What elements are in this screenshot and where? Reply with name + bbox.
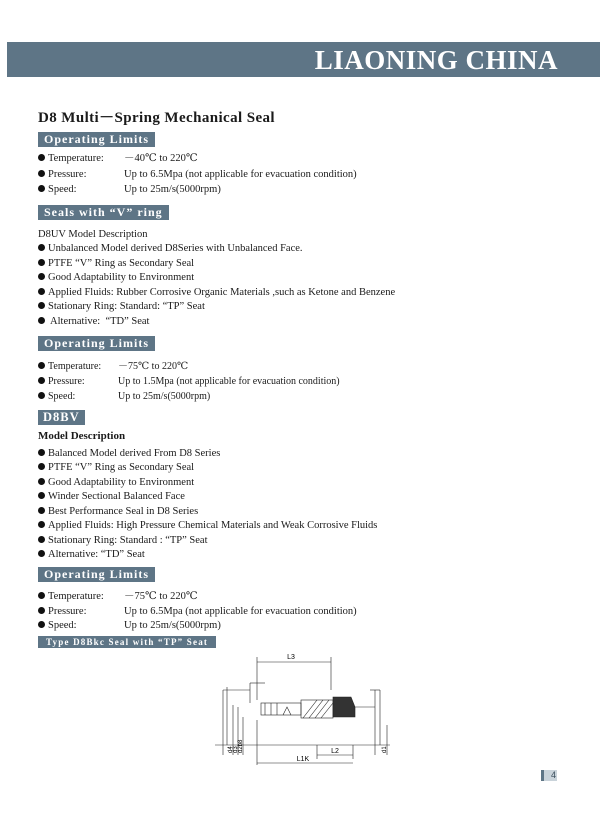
bullet-icon [38, 536, 45, 543]
header-banner [7, 42, 600, 77]
list-item [38, 505, 198, 518]
list-item-text: Stationary Ring: Standard : “TP” Seat [48, 535, 208, 546]
bullet-icon [38, 244, 45, 251]
limit-value: Up to 1.5Mpa (not applicable for evacuation condition) [118, 376, 340, 387]
list-item-text: Good Adaptability to Environment [48, 272, 195, 283]
list-item [38, 286, 395, 299]
limit-value: Up to 6.5Mpa (not applicable for evacuation condition) [124, 606, 357, 617]
list-item-text: Applied Fluids: High Pressure Chemical Materials and Weak Corrosive Fluids [48, 520, 378, 531]
list-item-text: Applied Fluids: Rubber Corrosive Organic Materials ,such as Ketone and Benzene [48, 287, 396, 298]
limit-label: Speed: [48, 620, 77, 631]
list-item [38, 257, 194, 270]
d2b8-label: d2b8 [238, 739, 244, 753]
list-item-text: Best Performance Seal in D8 Series [48, 506, 199, 517]
list-item-text: Alternative: “TD” Seat [48, 316, 150, 327]
list-item-text: PTFE “V” Ring as Secondary Seal [48, 462, 195, 473]
bullet-icon [38, 621, 45, 628]
bullet-icon [38, 607, 45, 614]
limit-label: Pressure: [48, 376, 85, 387]
l1k-label: L1K [296, 756, 310, 763]
model-description-heading: Model Description [38, 430, 126, 442]
list-item [38, 300, 205, 313]
operating-limits-tag-3: Operating Limits [38, 567, 155, 582]
list-item [38, 447, 220, 460]
limit-label: Speed: [48, 391, 76, 402]
limit-value: Up to 25m/s(5000rpm) [124, 184, 221, 195]
limit-row [38, 390, 210, 403]
bullet-icon [38, 377, 45, 384]
limit-value: Up to 25m/s(5000rpm) [118, 391, 211, 402]
bullet-icon [38, 592, 45, 599]
list-item [38, 490, 185, 503]
bullet-icon [38, 273, 45, 280]
list-item [38, 534, 208, 547]
bullet-icon [38, 507, 45, 514]
limit-row [38, 590, 198, 603]
list-item-text: Unbalanced Model derived D8Series with Unbalanced Face. [48, 243, 303, 254]
bullet-icon [38, 449, 45, 456]
list-item-text: Stationary Ring: Standard: “TP” Seat [48, 301, 205, 312]
bullet-icon [38, 185, 45, 192]
bullet-icon [38, 170, 45, 177]
bullet-icon [38, 550, 45, 557]
page-title: D8 Multi－Spring Mechanical Seal [38, 110, 275, 126]
limit-label: Temperature: [48, 153, 104, 164]
limit-row [38, 168, 357, 181]
diagram-type-tag: Type D8Bkc Seal with “TP” Seat [38, 636, 216, 648]
banner-title: LIAONING CHINA [314, 45, 558, 75]
limit-value: －40℃ to 220℃ [124, 153, 198, 164]
d3-label: d3 [233, 746, 239, 753]
l2-label: L2 [331, 748, 339, 755]
limit-value: Up to 6.5Mpa (not applicable for evacuation condition) [124, 169, 357, 180]
seals-v-ring-tag: Seals with “V” ring [38, 205, 169, 220]
list-item-text: Good Adaptability to Environment [48, 477, 195, 488]
bullet-icon [38, 317, 45, 324]
limit-label: Temperature: [48, 591, 104, 602]
operating-limits-tag-2: Operating Limits [38, 336, 155, 351]
bullet-icon [38, 259, 45, 266]
list-item-text: Balanced Model derived From D8 Series [48, 448, 221, 459]
list-item [38, 519, 377, 532]
list-item [38, 476, 194, 489]
bullet-icon [38, 154, 45, 161]
limit-row [38, 152, 198, 165]
list-item-text: Winder Sectional Balanced Face [48, 491, 185, 502]
limit-label: Temperature: [48, 361, 102, 372]
bullet-icon [38, 521, 45, 528]
list-item [38, 242, 303, 255]
list-item [38, 548, 145, 561]
limit-row [38, 360, 188, 373]
bullet-icon [38, 288, 45, 295]
bullet-icon [38, 463, 45, 470]
list-item [38, 315, 149, 328]
bullet-icon [38, 492, 45, 499]
limit-label: Pressure: [48, 606, 87, 617]
page-number: 4 [541, 770, 557, 781]
d1-label: d1 [382, 746, 388, 753]
list-item [38, 271, 194, 284]
d4-label: d4 [228, 746, 234, 753]
l3-label: L3 [287, 654, 295, 661]
list-item-text: Alternative: “TD” Seat [48, 549, 145, 560]
limit-label: Pressure: [48, 169, 87, 180]
limit-row [38, 619, 221, 632]
list-item-text: PTFE “V” Ring as Secondary Seal [48, 258, 195, 269]
limit-row [38, 605, 357, 618]
seal-cross-section-drawing [205, 645, 405, 765]
limit-row [38, 375, 340, 388]
limit-value: －75℃ to 220℃ [124, 591, 198, 602]
model-description: D8UV Model Description [38, 229, 148, 240]
list-item [38, 461, 194, 474]
limit-label: Speed: [48, 184, 77, 195]
bullet-icon [38, 392, 45, 399]
limit-row [38, 183, 221, 196]
operating-limits-tag-1: Operating Limits [38, 132, 155, 147]
bullet-icon [38, 362, 45, 369]
limit-value: Up to 25m/s(5000rpm) [124, 620, 221, 631]
limit-value: －75℃ to 220℃ [118, 361, 189, 372]
d8bv-tag: D8BV [38, 410, 85, 425]
bullet-icon [38, 302, 45, 309]
bullet-icon [38, 478, 45, 485]
page-number-accent [541, 770, 544, 781]
